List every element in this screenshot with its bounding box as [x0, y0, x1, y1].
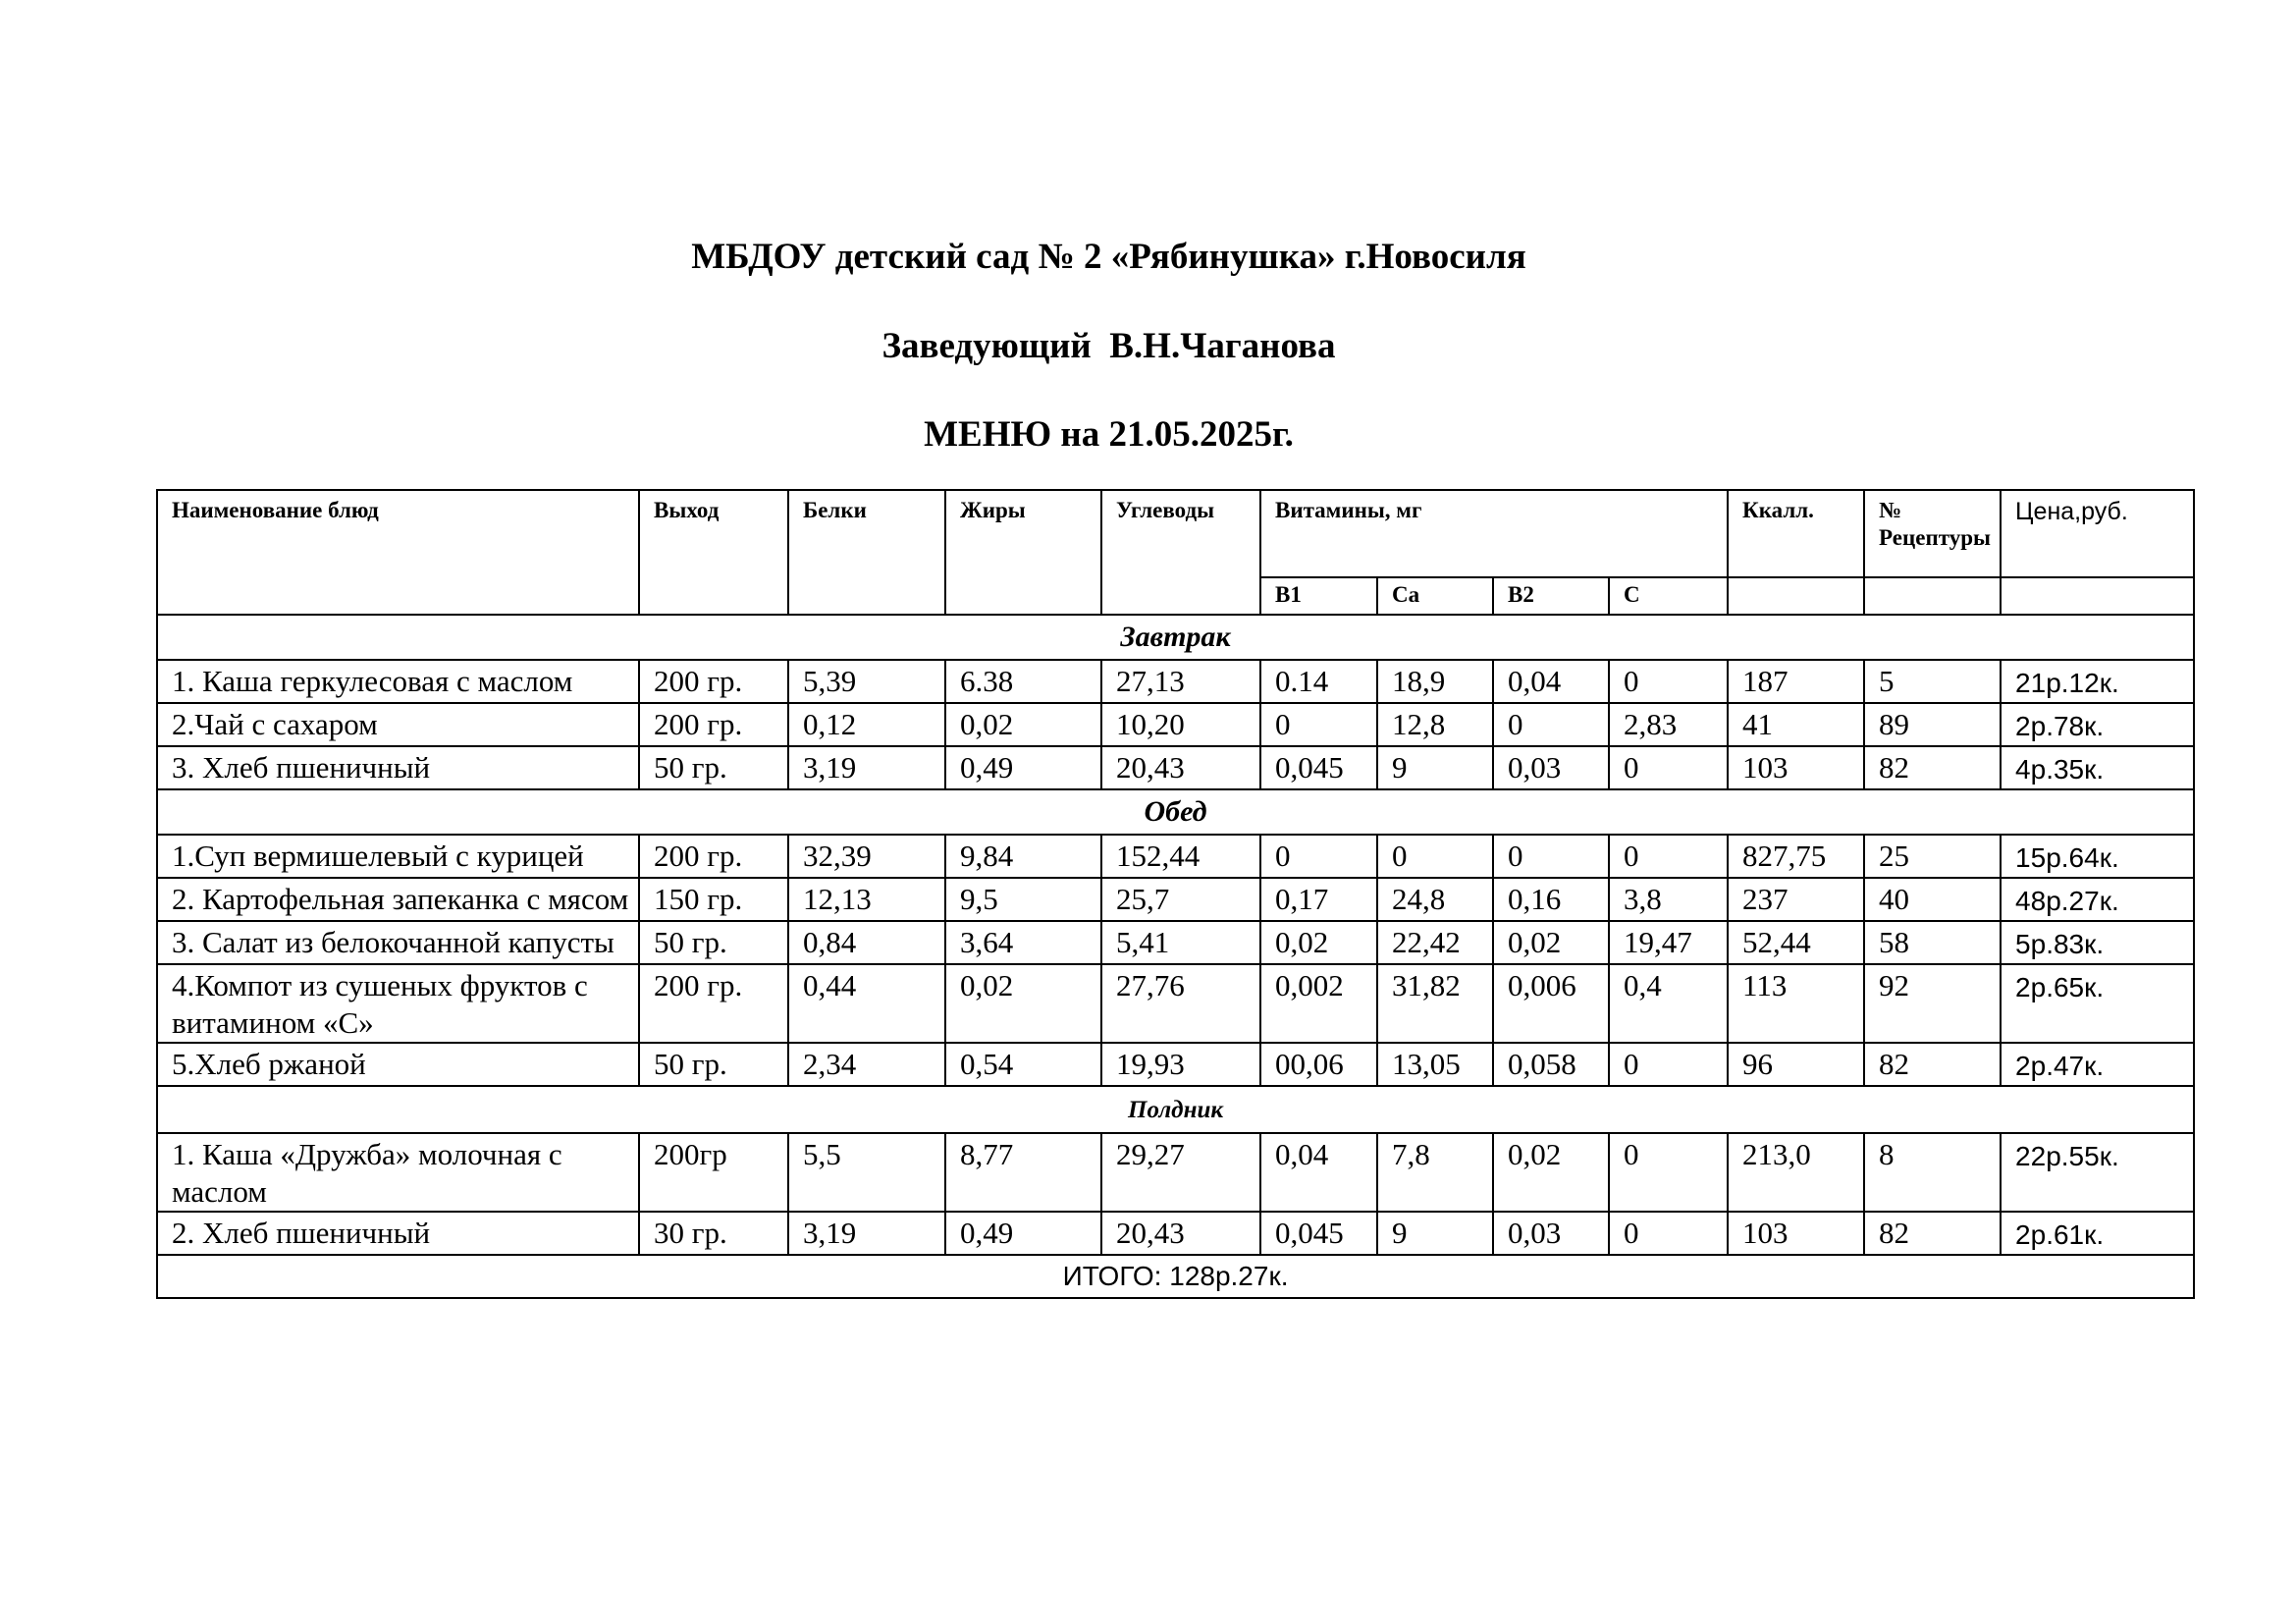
dish-vitamin-c: 19,47: [1609, 921, 1728, 964]
dish-fats: 9,84: [945, 835, 1101, 878]
dish-recipe: 89: [1864, 703, 2001, 746]
dish-carbs: 20,43: [1101, 746, 1260, 789]
dish-carbs: 27,76: [1101, 964, 1260, 1043]
col-header-kcal-empty: [1728, 577, 1864, 615]
dish-vitamin-ca: 9: [1377, 746, 1493, 789]
head-name: Заведующий В.Н.Чаганова: [881, 326, 1336, 366]
dish-kcal: 213,0: [1728, 1133, 1864, 1212]
dish-vitamin-b2: 0,02: [1493, 1133, 1609, 1212]
dish-recipe: 92: [1864, 964, 2001, 1043]
dish-vitamin-b1: 0,02: [1260, 921, 1377, 964]
table-row: [157, 964, 2194, 1043]
dish-fats: 3,64: [945, 921, 1101, 964]
dish-vitamin-b1: 0,002: [1260, 964, 1377, 1043]
dish-output: 200 гр.: [639, 964, 788, 1043]
section-title: Полдник: [157, 1086, 2194, 1133]
dish-kcal: 103: [1728, 746, 1864, 789]
dish-fats: 0,02: [945, 703, 1101, 746]
table-row: [157, 1212, 2194, 1255]
col-header-price-empty: [2001, 577, 2194, 615]
dish-proteins: 0,44: [788, 964, 945, 1043]
dish-carbs: 20,43: [1101, 1212, 1260, 1255]
menu-table: [156, 489, 2195, 1299]
dish-recipe: 25: [1864, 835, 2001, 878]
dish-proteins: 3,19: [788, 1212, 945, 1255]
dish-carbs: 152,44: [1101, 835, 1260, 878]
dish-recipe: 8: [1864, 1133, 2001, 1212]
dish-proteins: 32,39: [788, 835, 945, 878]
dish-vitamin-ca: 12,8: [1377, 703, 1493, 746]
dish-output: 50 гр.: [639, 1043, 788, 1086]
dish-kcal: 52,44: [1728, 921, 1864, 964]
dish-fats: 0,49: [945, 746, 1101, 789]
dish-recipe: 58: [1864, 921, 2001, 964]
dish-output: 200 гр.: [639, 660, 788, 703]
col-header-carbs: Углеводы: [1101, 490, 1260, 615]
dish-vitamin-b2: 0,03: [1493, 1212, 1609, 1255]
dish-fats: 0,49: [945, 1212, 1101, 1255]
dish-name: 3. Хлеб пшеничный: [157, 746, 639, 789]
dish-vitamin-ca: 7,8: [1377, 1133, 1493, 1212]
dish-carbs: 27,13: [1101, 660, 1260, 703]
col-header-vitamin-b1: В1: [1260, 577, 1377, 615]
dish-vitamin-c: 3,8: [1609, 878, 1728, 921]
dish-kcal: 96: [1728, 1043, 1864, 1086]
dish-proteins: 5,5: [788, 1133, 945, 1212]
dish-proteins: 2,34: [788, 1043, 945, 1086]
table-row: [157, 878, 2194, 921]
dish-name: 5.Хлеб ржаной: [157, 1043, 639, 1086]
dish-vitamin-ca: 13,05: [1377, 1043, 1493, 1086]
col-header-price: Цена,руб.: [2001, 490, 2194, 577]
dish-name: 2.Чай с сахаром: [157, 703, 639, 746]
dish-vitamin-b2: 0,02: [1493, 921, 1609, 964]
dish-proteins: 3,19: [788, 746, 945, 789]
dish-recipe: 40: [1864, 878, 2001, 921]
dish-proteins: 12,13: [788, 878, 945, 921]
col-header-vitamin-ca: Са: [1377, 577, 1493, 615]
dish-proteins: 0,84: [788, 921, 945, 964]
col-header-kcal: Ккалл.: [1728, 490, 1864, 577]
dish-vitamin-c: 0: [1609, 1133, 1728, 1212]
dish-kcal: 187: [1728, 660, 1864, 703]
dish-vitamin-b2: 0: [1493, 835, 1609, 878]
dish-vitamin-b2: 0,058: [1493, 1043, 1609, 1086]
dish-price: 15р.64к.: [2001, 835, 2194, 878]
dish-output: 50 гр.: [639, 921, 788, 964]
dish-vitamin-b2: 0,04: [1493, 660, 1609, 703]
col-header-vitamins: Витамины, мг: [1260, 490, 1728, 577]
dish-output: 30 гр.: [639, 1212, 788, 1255]
table-row: [157, 746, 2194, 789]
dish-price: 2р.78к.: [2001, 703, 2194, 746]
dish-vitamin-c: 0,4: [1609, 964, 1728, 1043]
section-title: Обед: [157, 789, 2194, 835]
menu-title: МЕНЮ на 21.05.2025г.: [924, 414, 1294, 455]
dish-fats: 6.38: [945, 660, 1101, 703]
organization-title: МБДОУ детский сад № 2 «Рябинушка» г.Новосиля: [691, 237, 1526, 277]
dish-kcal: 41: [1728, 703, 1864, 746]
col-header-vitamin-c: С: [1609, 577, 1728, 615]
section-row: [157, 789, 2194, 835]
dish-vitamin-c: 0: [1609, 660, 1728, 703]
dish-fats: 8,77: [945, 1133, 1101, 1212]
dish-vitamin-b2: 0,16: [1493, 878, 1609, 921]
dish-vitamin-b1: 0,045: [1260, 1212, 1377, 1255]
total-row: [157, 1255, 2194, 1298]
dish-proteins: 0,12: [788, 703, 945, 746]
dish-output: 200 гр.: [639, 835, 788, 878]
dish-vitamin-c: 0: [1609, 1212, 1728, 1255]
dish-vitamin-ca: 24,8: [1377, 878, 1493, 921]
col-header-proteins: Белки: [788, 490, 945, 615]
section-row: [157, 615, 2194, 660]
dish-vitamin-b1: 0,04: [1260, 1133, 1377, 1212]
dish-carbs: 29,27: [1101, 1133, 1260, 1212]
dish-vitamin-ca: 22,42: [1377, 921, 1493, 964]
table-row: [157, 921, 2194, 964]
dish-price: 2р.61к.: [2001, 1212, 2194, 1255]
dish-name: 1. Каша «Дружба» молочная с маслом: [157, 1133, 639, 1212]
header-row: [157, 490, 2194, 577]
dish-kcal: 827,75: [1728, 835, 1864, 878]
dish-vitamin-b1: 00,06: [1260, 1043, 1377, 1086]
dish-output: 200гр: [639, 1133, 788, 1212]
dish-name: 1. Каша геркулесовая с маслом: [157, 660, 639, 703]
dish-price: 48р.27к.: [2001, 878, 2194, 921]
dish-price: 5р.83к.: [2001, 921, 2194, 964]
dish-vitamin-b1: 0,045: [1260, 746, 1377, 789]
dish-recipe: 5: [1864, 660, 2001, 703]
dish-vitamin-ca: 31,82: [1377, 964, 1493, 1043]
dish-vitamin-ca: 18,9: [1377, 660, 1493, 703]
dish-carbs: 5,41: [1101, 921, 1260, 964]
dish-proteins: 5,39: [788, 660, 945, 703]
dish-vitamin-c: 0: [1609, 746, 1728, 789]
table-row: [157, 703, 2194, 746]
dish-vitamin-ca: 0: [1377, 835, 1493, 878]
dish-output: 200 гр.: [639, 703, 788, 746]
dish-carbs: 10,20: [1101, 703, 1260, 746]
col-header-recipe: № Рецептуры: [1864, 490, 2001, 577]
dish-price: 22р.55к.: [2001, 1133, 2194, 1212]
dish-carbs: 19,93: [1101, 1043, 1260, 1086]
dish-name: 2. Картофельная запеканка с мясом: [157, 878, 639, 921]
col-header-recipe-empty: [1864, 577, 2001, 615]
dish-recipe: 82: [1864, 746, 2001, 789]
total-value: ИТОГО: 128р.27к.: [157, 1255, 2194, 1298]
dish-fats: 9,5: [945, 878, 1101, 921]
dish-vitamin-b1: 0,17: [1260, 878, 1377, 921]
col-header-fats: Жиры: [945, 490, 1101, 615]
table-row: [157, 660, 2194, 703]
col-header-vitamin-b2: В2: [1493, 577, 1609, 615]
table-row: [157, 835, 2194, 878]
dish-vitamin-c: 2,83: [1609, 703, 1728, 746]
dish-price: 4р.35к.: [2001, 746, 2194, 789]
dish-fats: 0,54: [945, 1043, 1101, 1086]
dish-name: 2. Хлеб пшеничный: [157, 1212, 639, 1255]
section-row: [157, 1086, 2194, 1133]
col-header-name: Наименование блюд: [157, 490, 639, 615]
dish-name: 1.Суп вермишелевый с курицей: [157, 835, 639, 878]
dish-vitamin-ca: 9: [1377, 1212, 1493, 1255]
section-title: Завтрак: [157, 615, 2194, 660]
dish-vitamin-b2: 0,006: [1493, 964, 1609, 1043]
dish-recipe: 82: [1864, 1212, 2001, 1255]
dish-price: 21р.12к.: [2001, 660, 2194, 703]
dish-vitamin-c: 0: [1609, 835, 1728, 878]
dish-vitamin-c: 0: [1609, 1043, 1728, 1086]
dish-kcal: 113: [1728, 964, 1864, 1043]
dish-fats: 0,02: [945, 964, 1101, 1043]
dish-name: 4.Компот из сушеных фруктов с витамином «С»: [157, 964, 639, 1043]
dish-kcal: 237: [1728, 878, 1864, 921]
col-header-output: Выход: [639, 490, 788, 615]
dish-output: 50 гр.: [639, 746, 788, 789]
dish-vitamin-b1: 0.14: [1260, 660, 1377, 703]
dish-recipe: 82: [1864, 1043, 2001, 1086]
dish-kcal: 103: [1728, 1212, 1864, 1255]
dish-name: 3. Салат из белокочанной капусты: [157, 921, 639, 964]
table-row: [157, 1043, 2194, 1086]
dish-price: 2р.47к.: [2001, 1043, 2194, 1086]
dish-price: 2р.65к.: [2001, 964, 2194, 1043]
dish-vitamin-b1: 0: [1260, 835, 1377, 878]
table-row: [157, 1133, 2194, 1212]
dish-vitamin-b2: 0: [1493, 703, 1609, 746]
dish-output: 150 гр.: [639, 878, 788, 921]
dish-vitamin-b1: 0: [1260, 703, 1377, 746]
dish-carbs: 25,7: [1101, 878, 1260, 921]
dish-vitamin-b2: 0,03: [1493, 746, 1609, 789]
